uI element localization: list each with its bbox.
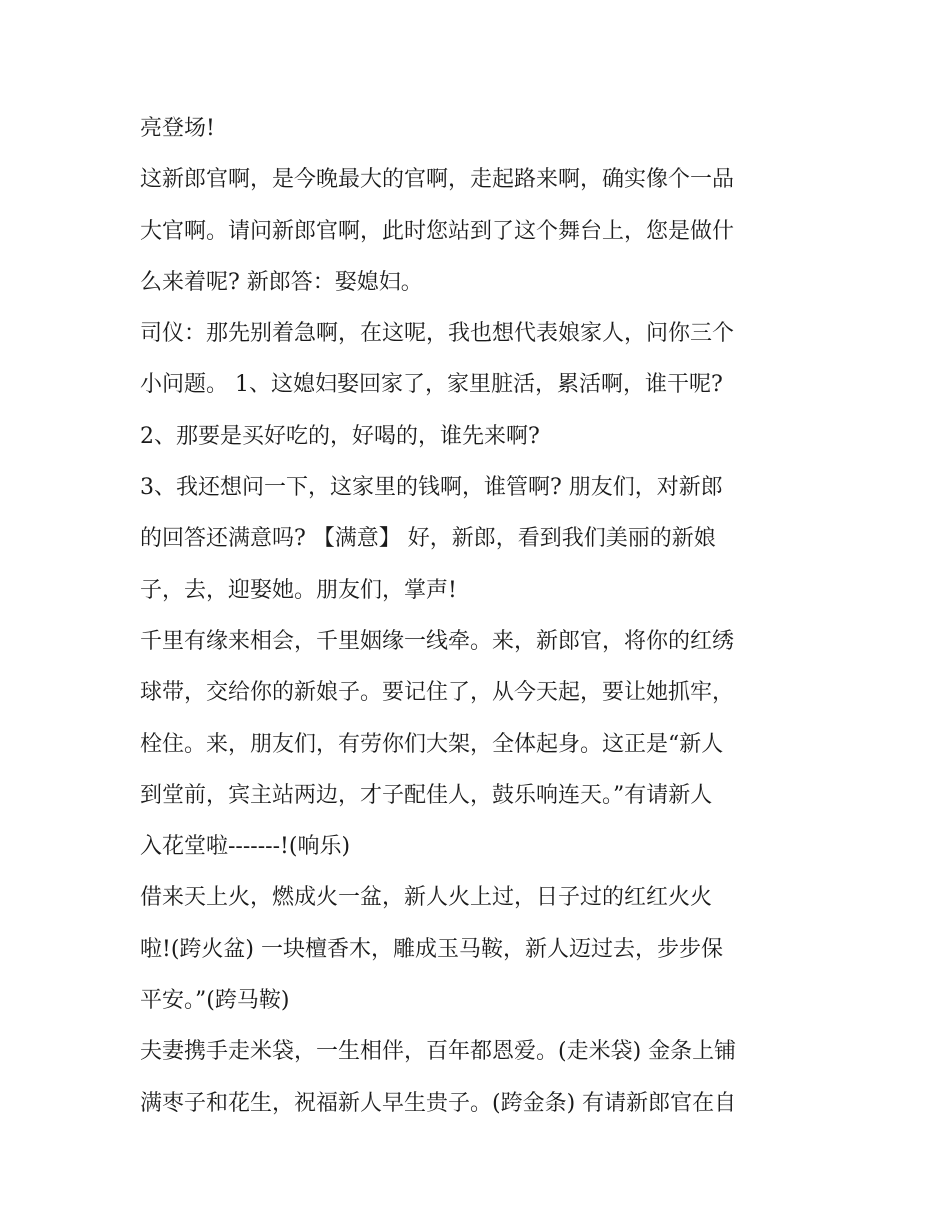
body-text bbox=[140, 107, 820, 1133]
text-line: 满枣子和花生，祝福新人早生贵子。(跨金条) 有请新郎官在自 bbox=[140, 1090, 737, 1116]
text-line: 栓住。来，朋友们，有劳你们大架，全体起身。这正是“新人 bbox=[140, 731, 724, 757]
text-line: 小问题。 1、这媳妇娶回家了，家里脏活，累活啊，谁干呢? bbox=[140, 372, 723, 398]
text-line: 平安。”(跨马鞍) bbox=[140, 988, 290, 1014]
text-line: 子，去，迎娶她。朋友们，掌声! bbox=[140, 577, 457, 603]
text-line: 大官啊。请问新郎官啊，此时您站到了这个舞台上，您是做什 bbox=[140, 218, 735, 244]
text-line: 入花堂啦-------!(响乐) bbox=[140, 834, 351, 860]
text-line: 借来天上火，燃成火一盆，新人火上过，日子过的红红火火 bbox=[140, 885, 713, 911]
text-line: 这新郎官啊，是今晚最大的官啊，走起路来啊，确实像个一品 bbox=[140, 167, 735, 193]
text-line: 啦!(跨火盆) 一块檀香木，雕成玉马鞍，新人迈过去，步步保 bbox=[140, 936, 724, 962]
text-line: 司仪：那先别着急啊，在这呢，我也想代表娘家人，问你三个 bbox=[140, 321, 735, 347]
text-line: 的回答还满意吗? 【满意】 好，新郎，看到我们美丽的新娘 bbox=[140, 526, 716, 552]
text-line: 2、那要是买好吃的，好喝的，谁先来啊? bbox=[140, 423, 540, 449]
text-line: 千里有缘来相会，千里姻缘一线牵。来，新郎官，将你的红绣 bbox=[140, 628, 735, 654]
text-line: 球带，交给你的新娘子。要记住了，从今天起，要让她抓牢， bbox=[140, 680, 735, 706]
text-line: 3、我还想问一下，这家里的钱啊，谁管啊? 朋友们，对新郎 bbox=[140, 475, 723, 501]
text-line: 么来着呢? 新郎答：娶媳妇。 bbox=[140, 269, 423, 295]
text-line: 亮登场! bbox=[140, 116, 215, 141]
text-line: 到堂前，宾主站两边，才子配佳人，鼓乐响连天。”有请新人 bbox=[140, 782, 713, 808]
text-line: 夫妻携手走米袋，一生相伴，百年都恩爱。(走米袋) 金条上铺 bbox=[140, 1039, 737, 1065]
